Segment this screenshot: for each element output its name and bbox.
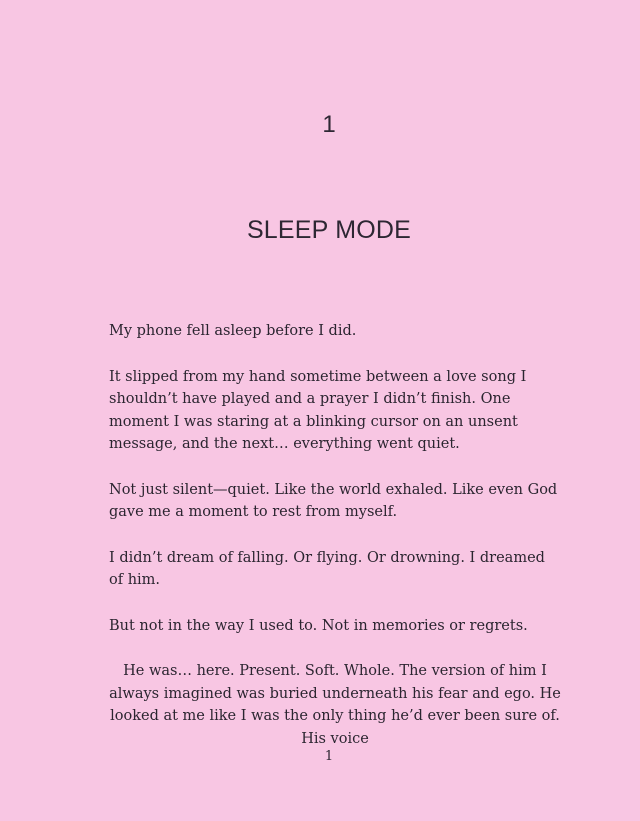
paragraph: It slipped from my hand sometime between a love song I shouldn’t have played and a prayer I didn’t finish. One moment I was staring at a blinking cursor on an unsent message, and the next… everything went quiet. [109, 368, 527, 452]
paragraph: I didn’t dream of falling. Or flying. Or drowning. I dreamed of him. [109, 549, 545, 588]
page-number: 1 [324, 749, 334, 764]
paragraph: Not just silent—quiet. Like the world exhaled. Like even God gave me a moment to rest from myself. [109, 481, 558, 520]
paragraph: But not in the way I used to. Not in memories or regrets. [109, 617, 528, 634]
paragraph: He was… here. Present. Soft. Whole. The version of him I always imagined was buried underneath his fear and ego. He looked at me like I was the only thing he’d ever been sure of. His voice [109, 663, 561, 747]
chapter-body [109, 320, 561, 773]
chapter-title: SLEEP MODE [246, 216, 412, 244]
paragraph: My phone fell asleep before I did. [109, 323, 357, 339]
chapter-number: 1 [322, 111, 336, 138]
